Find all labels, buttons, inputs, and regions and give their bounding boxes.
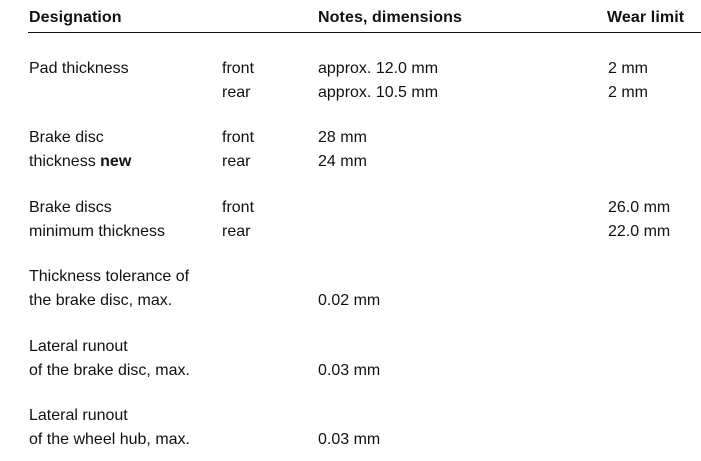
runout-disc-designation (29, 335, 190, 383)
runout-hub-notes (318, 428, 380, 452)
header-designation: Designation (29, 9, 122, 26)
position-rear: rear (222, 84, 251, 101)
disc-new-position (222, 126, 254, 174)
tolerance-label-line2: the brake disc, max. (29, 292, 173, 309)
pad-thickness-designation (29, 57, 129, 81)
runout-disc-label-line1: Lateral runout (29, 338, 128, 355)
disc-min-label-line1: Brake discs (29, 199, 112, 216)
tolerance-label-line1: Thickness tolerance of (29, 268, 190, 285)
header-wear-limit: Wear limit (607, 9, 685, 26)
pad-rear-wear-limit: 2 mm (608, 84, 648, 101)
tolerance-notes (318, 289, 380, 313)
runout-hub-label-line1: Lateral runout (29, 407, 128, 424)
disc-min-designation (29, 196, 165, 244)
disc-min-label-line2: minimum thickness (29, 223, 166, 240)
pad-thickness-label: Pad thickness (29, 60, 129, 77)
disc-new-label-bold: new (100, 153, 132, 170)
tolerance-value: 0.02 mm (318, 292, 381, 309)
disc-new-rear-dimension: 24 mm (318, 153, 367, 170)
pad-rear-dimension: approx. 10.5 mm (318, 84, 439, 101)
disc-min-wear-limit (608, 196, 670, 244)
disc-new-designation (29, 126, 131, 174)
position-front: front (222, 129, 255, 146)
disc-min-front-wear-limit: 26.0 mm (608, 199, 671, 216)
disc-min-position (222, 196, 254, 244)
runout-hub-designation (29, 404, 190, 452)
header-notes-dimensions: Notes, dimensions (318, 9, 462, 26)
pad-thickness-notes (318, 57, 438, 105)
pad-thickness-position (222, 57, 254, 105)
tolerance-designation (29, 265, 189, 313)
disc-new-label-line1: Brake disc (29, 129, 104, 146)
position-front: front (222, 60, 255, 77)
disc-min-rear-wear-limit: 22.0 mm (608, 223, 671, 240)
pad-front-wear-limit: 2 mm (608, 60, 648, 77)
position-front: front (222, 199, 255, 216)
runout-disc-label-line2: of the brake disc, max. (29, 362, 190, 379)
runout-hub-label-line2: of the wheel hub, max. (29, 431, 190, 448)
pad-thickness-wear-limit (608, 57, 648, 105)
position-rear: rear (222, 153, 251, 170)
disc-new-label-plain: thickness (29, 153, 101, 170)
runout-hub-value: 0.03 mm (318, 431, 381, 448)
position-rear: rear (222, 223, 251, 240)
header-divider (28, 32, 701, 33)
runout-disc-notes (318, 359, 380, 383)
disc-new-label-line2 (29, 150, 131, 174)
runout-disc-value: 0.03 mm (318, 362, 381, 379)
pad-front-dimension: approx. 12.0 mm (318, 60, 439, 77)
disc-new-front-dimension: 28 mm (318, 129, 367, 146)
disc-new-notes (318, 126, 367, 174)
